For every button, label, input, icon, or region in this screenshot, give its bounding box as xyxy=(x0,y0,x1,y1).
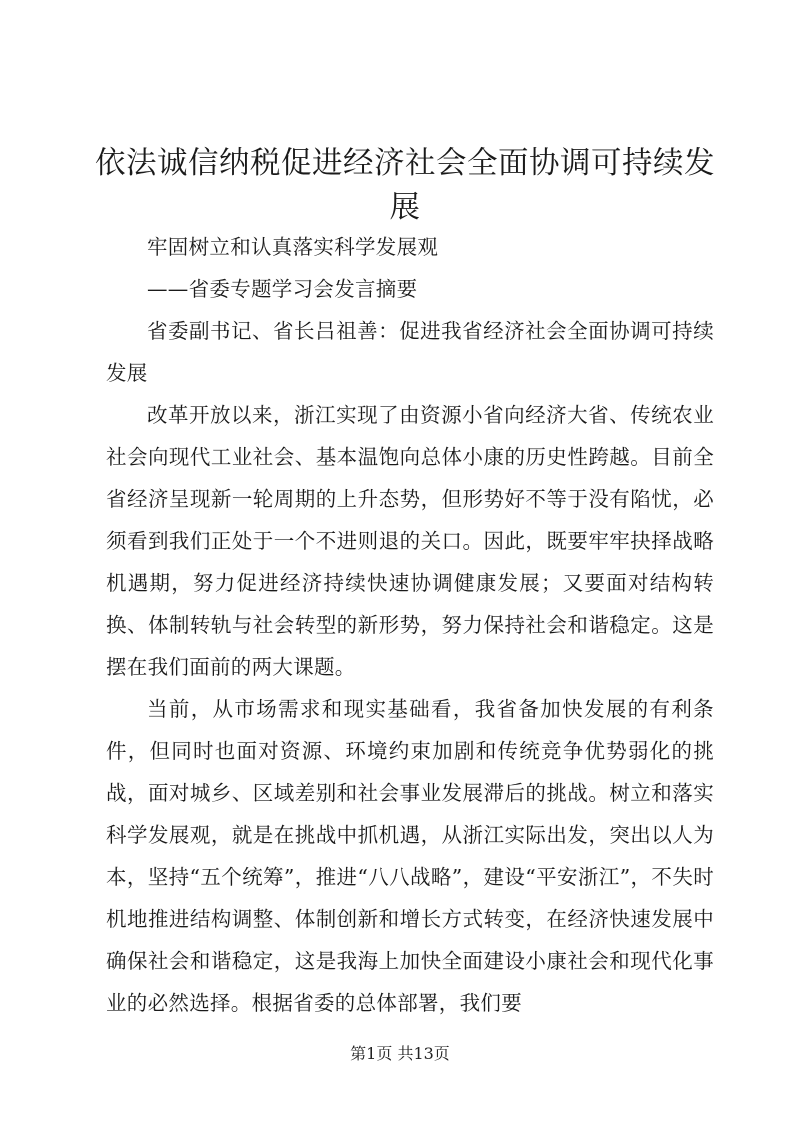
subtitle-paragraph: 牢固树立和认真落实科学发展观 xyxy=(147,235,439,259)
page-number-footer: 第1页 共13页 xyxy=(350,1044,450,1063)
document-body xyxy=(106,226,714,1024)
body-paragraph: 当前，从市场需求和现实基础看，我省备加快发展的有利条件，但同时也面对资源、环境约束加剧和传统竞争优势弱化的挑战，面对城乡、区域差别和社会事业发展滞后的挑战。树立和落实科学发展观，就是在挑战中抓机遇，从浙江实际出发，突出以人为本，坚持“五个统筹”，推进“八八战略”，建设“平安浙江”，不失时机地推进结构调整、体制创新和增长方式转变，在经济快速发展中确保社会和谐稳定，这是我海上加快全面建设小康社会和现代化事业的必然选择。根据省委的总体部署，我们要 xyxy=(106,697,714,1015)
body-paragraph: 改革开放以来，浙江实现了由资源小省向经济大省、传统农业社会向现代工业社会、基本温饱向总体小康的历史性跨越。目前全省经济呈现新一轮周期的上升态势，但形势好不等于没有陷忧，必须看到我们正处于一个不进则退的关口。因此，既要牢牢抉择战略机遇期，努力促进经济持续快速协调健康发展；又要面对结构转换、体制转轨与社会转型的新形势，努力保持社会和谐稳定。这是摆在我们面前的两大课题。 xyxy=(106,403,714,679)
speaker-heading-paragraph: 省委副书记、省长吕祖善：促进我省经济社会全面协调可持续发展 xyxy=(106,319,714,385)
document-title: 依法诚信纳税促进经济社会全面协调可持续发展 xyxy=(95,146,715,225)
subtitle-source-paragraph: ——省委专题学习会发言摘要 xyxy=(147,277,418,301)
